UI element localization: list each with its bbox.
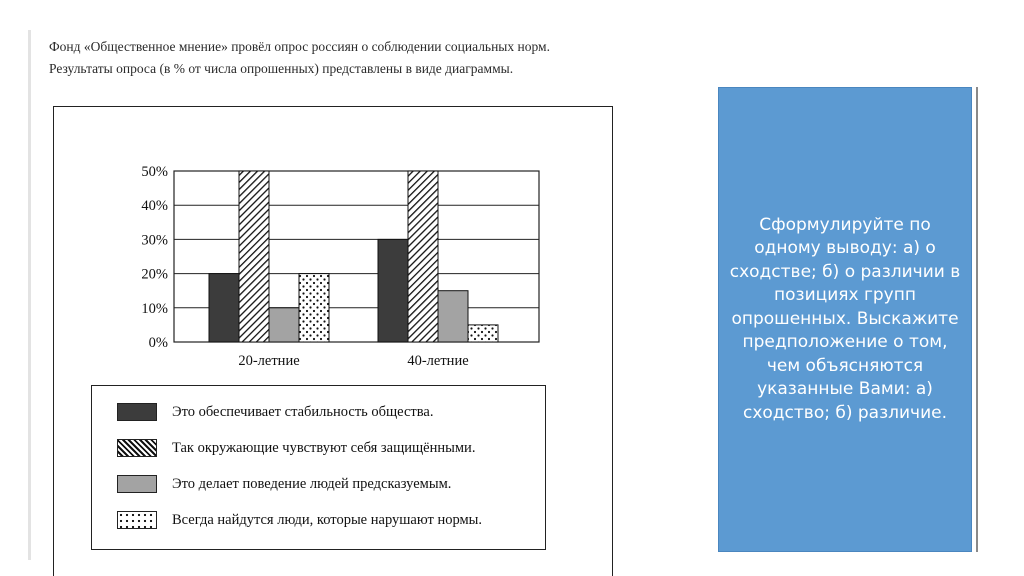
legend-item-violators — [117, 510, 482, 530]
bar-hatch — [408, 171, 438, 342]
x-category-label: 20-летние — [238, 353, 300, 369]
left-border — [28, 30, 31, 560]
y-tick-label: 20% — [141, 266, 168, 283]
right-border — [976, 87, 978, 552]
intro-line-2: Результаты опроса (в % от числа опрошенных) представлены в виде диаграммы. — [49, 61, 514, 76]
y-tick-label: 30% — [141, 232, 168, 249]
bar-dots — [468, 325, 498, 342]
legend-label: Так окружающие чувствуют себя защищёнными. — [172, 439, 476, 456]
intro-text — [49, 36, 699, 80]
legend-label: Это обеспечивает стабильность общества. — [172, 403, 434, 420]
question-box — [718, 87, 972, 552]
question-text: Сформулируйте по одному выводу: а) о сходстве; б) о различии в позициях групп опрошенных. Выскажите предположение о том, чем объясняются указанные Вами: а) сходство; б) различие. — [729, 214, 961, 423]
legend-item-predictable — [117, 474, 451, 494]
bar-dark — [378, 239, 408, 342]
legend-label: Это делает поведение людей предсказуемым. — [172, 475, 452, 492]
legend-item-stability — [117, 402, 433, 422]
x-category-label: 40-летние — [407, 353, 469, 369]
y-tick-label: 10% — [141, 300, 168, 317]
intro-line-1: Фонд «Общественное мнение» провёл опрос россиян о соблюдении социальных норм. — [49, 39, 550, 54]
legend-swatch-gray — [117, 475, 157, 493]
legend-label: Всегда найдутся люди, которые нарушают нормы. — [172, 511, 483, 528]
legend-swatch-dark — [117, 403, 157, 421]
bar-hatch — [239, 171, 269, 342]
legend-swatch-dots — [117, 511, 157, 529]
bar-dots — [299, 274, 329, 342]
bar-gray — [269, 308, 299, 342]
bar-gray — [438, 291, 468, 342]
legend-swatch-hatch — [117, 439, 157, 457]
bar-chart — [53, 106, 613, 386]
bar-dark — [209, 274, 239, 342]
y-tick-label: 40% — [141, 198, 168, 215]
y-tick-label: 50% — [141, 164, 168, 180]
chart-legend — [91, 385, 546, 550]
legend-item-protected — [117, 438, 475, 458]
y-tick-label: 0% — [148, 335, 168, 351]
